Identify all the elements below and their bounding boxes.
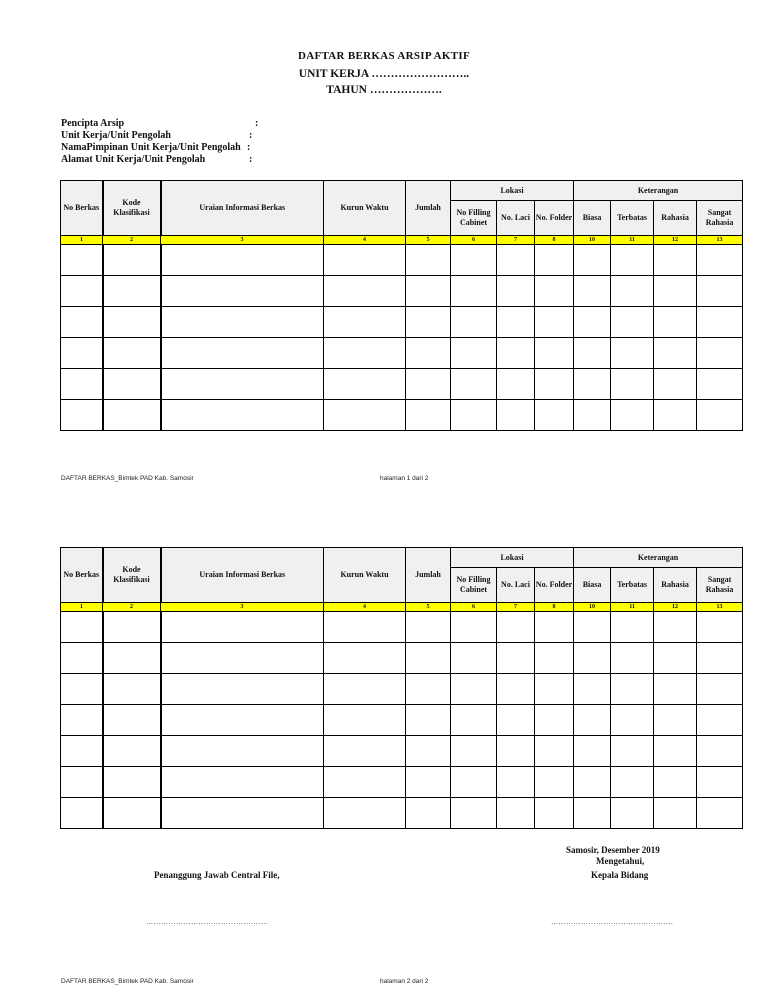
table-cell[interactable] (61, 705, 103, 736)
table-cell[interactable] (497, 338, 535, 369)
table-cell[interactable] (406, 400, 451, 431)
col-number: 13 (697, 236, 743, 245)
table-cell[interactable] (406, 643, 451, 674)
table-cell[interactable] (697, 400, 743, 431)
table-cell[interactable] (161, 767, 324, 798)
table-cell[interactable] (324, 736, 406, 767)
table-cell[interactable] (574, 276, 611, 307)
table-cell[interactable] (61, 736, 103, 767)
table-cell[interactable] (324, 276, 406, 307)
table-cell[interactable] (497, 674, 535, 705)
table-cell[interactable] (497, 369, 535, 400)
col-number: 2 (103, 603, 161, 612)
signature-kepala-bidang: Kepala Bidang (591, 870, 649, 880)
archive-table-page1 (60, 180, 743, 431)
table-cell[interactable] (611, 276, 654, 307)
table-cell[interactable] (451, 276, 497, 307)
table-cell[interactable] (161, 643, 324, 674)
table-cell[interactable] (535, 736, 574, 767)
table-cell[interactable] (103, 736, 161, 767)
table-cell[interactable] (406, 369, 451, 400)
col-number: 1 (61, 603, 103, 612)
header-jumlah: Jumlah (406, 548, 451, 603)
table-cell[interactable] (103, 276, 161, 307)
table-cell[interactable] (324, 400, 406, 431)
table-cell[interactable] (611, 767, 654, 798)
table-cell[interactable] (61, 338, 103, 369)
header-keterangan: Keterangan (574, 548, 743, 568)
table-cell[interactable] (103, 245, 161, 276)
table-cell[interactable] (161, 276, 324, 307)
table-cell[interactable] (574, 307, 611, 338)
table-row (61, 643, 743, 674)
header-kurun-waktu: Kurun Waktu (324, 548, 406, 603)
table-row (61, 767, 743, 798)
table-row (61, 245, 743, 276)
table-cell[interactable] (61, 307, 103, 338)
table-cell[interactable] (324, 674, 406, 705)
table-row (61, 705, 743, 736)
col-number: 13 (697, 603, 743, 612)
table-cell[interactable] (406, 674, 451, 705)
info-alamat-label: Alamat Unit Kerja/Unit Pengolah (61, 154, 206, 165)
table-cell[interactable] (697, 245, 743, 276)
table-cell[interactable] (324, 245, 406, 276)
table-cell[interactable] (611, 705, 654, 736)
table-cell[interactable] (497, 798, 535, 829)
table-cell[interactable] (535, 674, 574, 705)
table-cell[interactable] (535, 612, 574, 643)
table-cell[interactable] (451, 307, 497, 338)
table-cell[interactable] (103, 643, 161, 674)
table-cell[interactable] (161, 400, 324, 431)
table-cell[interactable] (654, 798, 697, 829)
table-cell[interactable] (451, 705, 497, 736)
table-cell[interactable] (574, 612, 611, 643)
table-cell[interactable] (406, 338, 451, 369)
table-cell[interactable] (161, 307, 324, 338)
table-cell[interactable] (611, 736, 654, 767)
header-biasa: Biasa (574, 568, 611, 603)
table-cell[interactable] (611, 338, 654, 369)
table-cell[interactable] (535, 705, 574, 736)
table-cell[interactable] (654, 705, 697, 736)
table-cell[interactable] (497, 736, 535, 767)
table-cell[interactable] (574, 767, 611, 798)
table-cell[interactable] (161, 245, 324, 276)
table-cell[interactable] (497, 705, 535, 736)
table-cell[interactable] (697, 369, 743, 400)
table-cell[interactable] (574, 674, 611, 705)
table-cell[interactable] (574, 798, 611, 829)
table-cell[interactable] (535, 307, 574, 338)
table-cell[interactable] (535, 400, 574, 431)
col-number: 11 (611, 236, 654, 245)
table-cell[interactable] (574, 643, 611, 674)
table-cell[interactable] (697, 767, 743, 798)
header-uraian: Uraian Informasi Berkas (161, 548, 324, 603)
table-cell[interactable] (654, 338, 697, 369)
header-no-berkas: No Berkas (61, 181, 103, 236)
info-pimpinan (61, 142, 250, 153)
header-no-laci: No. Laci (497, 568, 535, 603)
table-cell[interactable] (611, 307, 654, 338)
table-cell[interactable] (697, 643, 743, 674)
col-number: 4 (324, 603, 406, 612)
table-cell[interactable] (161, 369, 324, 400)
header-sangat-rahasia: Sangat Rahasia (697, 568, 743, 603)
document-title: DAFTAR BERKAS ARSIP AKTIF (297, 50, 471, 62)
header-lokasi: Lokasi (451, 181, 574, 201)
header-uraian: Uraian Informasi Berkas (161, 181, 324, 236)
signature-line-left: …………………………………………. (146, 918, 269, 926)
header-rahasia: Rahasia (654, 201, 697, 236)
header-kode-klasifikasi: Kode Klasifikasi (103, 548, 161, 603)
table-cell[interactable] (535, 798, 574, 829)
info-colon: : (247, 142, 251, 153)
table-cell[interactable] (406, 767, 451, 798)
table-row (61, 736, 743, 767)
table-cell[interactable] (61, 245, 103, 276)
table-cell[interactable] (103, 338, 161, 369)
table-cell[interactable] (451, 245, 497, 276)
header-rahasia: Rahasia (654, 568, 697, 603)
table-cell[interactable] (697, 276, 743, 307)
footer-doc-name: DAFTAR BERKAS_Bimtek PAD Kab. Samosir (61, 978, 194, 985)
table-cell[interactable] (103, 400, 161, 431)
table-row (61, 338, 743, 369)
table-cell[interactable] (654, 276, 697, 307)
col-number: 1 (61, 236, 103, 245)
header-biasa: Biasa (574, 201, 611, 236)
table-cell[interactable] (574, 245, 611, 276)
table-cell[interactable] (103, 369, 161, 400)
table-cell[interactable] (497, 643, 535, 674)
table-cell[interactable] (574, 705, 611, 736)
table-cell[interactable] (406, 736, 451, 767)
col-number: 3 (161, 236, 324, 245)
table-cell[interactable] (611, 369, 654, 400)
table-cell[interactable] (654, 736, 697, 767)
table-row (61, 612, 743, 643)
table-cell[interactable] (611, 674, 654, 705)
table-cell[interactable] (451, 798, 497, 829)
table-cell[interactable] (611, 643, 654, 674)
table-cell[interactable] (324, 643, 406, 674)
table-cell[interactable] (654, 612, 697, 643)
col-number: 8 (535, 603, 574, 612)
table-cell[interactable] (451, 400, 497, 431)
table-cell[interactable] (654, 400, 697, 431)
table-cell[interactable] (574, 338, 611, 369)
col-number: 2 (103, 236, 161, 245)
table-cell[interactable] (611, 245, 654, 276)
table-cell[interactable] (654, 245, 697, 276)
table-cell[interactable] (103, 767, 161, 798)
table-cell[interactable] (451, 369, 497, 400)
table-cell[interactable] (161, 674, 324, 705)
table-row (61, 369, 743, 400)
info-alamat (61, 154, 252, 165)
table-cell[interactable] (451, 674, 497, 705)
table-cell[interactable] (697, 798, 743, 829)
table-cell[interactable] (324, 307, 406, 338)
table-cell[interactable] (103, 307, 161, 338)
table-cell[interactable] (324, 798, 406, 829)
table-cell[interactable] (535, 369, 574, 400)
table-cell[interactable] (161, 705, 324, 736)
header-no-filling-cabinet: No Filling Cabinet (451, 568, 497, 603)
table-cell[interactable] (497, 245, 535, 276)
table-cell[interactable] (451, 643, 497, 674)
header-sangat-rahasia: Sangat Rahasia (697, 201, 743, 236)
col-number: 10 (574, 603, 611, 612)
table-cell[interactable] (406, 705, 451, 736)
table-row (61, 798, 743, 829)
table-cell[interactable] (574, 369, 611, 400)
table-cell[interactable] (324, 767, 406, 798)
table-cell[interactable] (103, 612, 161, 643)
table-cell[interactable] (535, 338, 574, 369)
info-colon: : (255, 118, 259, 129)
table-cell[interactable] (654, 767, 697, 798)
col-number: 7 (497, 603, 535, 612)
table-cell[interactable] (161, 338, 324, 369)
header-no-folder: No. Folder (535, 201, 574, 236)
col-number: 5 (406, 236, 451, 245)
col-number: 6 (451, 236, 497, 245)
table-cell[interactable] (654, 307, 697, 338)
table-cell[interactable] (406, 612, 451, 643)
table-cell[interactable] (103, 674, 161, 705)
signature-line-right: …………………………………………. (551, 918, 674, 926)
col-number: 3 (161, 603, 324, 612)
column-number-row (61, 603, 743, 612)
table-cell[interactable] (535, 643, 574, 674)
table-cell[interactable] (324, 612, 406, 643)
table-cell[interactable] (574, 736, 611, 767)
table-cell[interactable] (61, 612, 103, 643)
info-pencipta (61, 118, 258, 129)
header-no-filling-cabinet: No Filling Cabinet (451, 201, 497, 236)
header-no-berkas: No Berkas (61, 548, 103, 603)
table-cell[interactable] (535, 245, 574, 276)
table-cell[interactable] (697, 307, 743, 338)
table-cell[interactable] (161, 736, 324, 767)
header-keterangan: Keterangan (574, 181, 743, 201)
col-number: 11 (611, 603, 654, 612)
header-lokasi: Lokasi (451, 548, 574, 568)
unit-kerja-heading: UNIT KERJA …………………….. (298, 68, 470, 80)
table-cell[interactable] (61, 767, 103, 798)
table-cell[interactable] (61, 674, 103, 705)
table-cell[interactable] (535, 767, 574, 798)
table-cell[interactable] (451, 612, 497, 643)
table-cell[interactable] (697, 612, 743, 643)
table-cell[interactable] (61, 276, 103, 307)
col-number: 10 (574, 236, 611, 245)
table-cell[interactable] (574, 400, 611, 431)
footer-page-number: halaman 2 dari 2 (380, 978, 429, 985)
table-cell[interactable] (611, 612, 654, 643)
info-colon: : (249, 154, 253, 165)
table-cell[interactable] (61, 798, 103, 829)
info-unit (61, 130, 252, 141)
header-jumlah: Jumlah (406, 181, 451, 236)
tahun-heading: TAHUN ………………. (326, 84, 442, 96)
table-cell[interactable] (654, 369, 697, 400)
table-cell[interactable] (697, 338, 743, 369)
col-number: 5 (406, 603, 451, 612)
header-kode-klasifikasi: Kode Klasifikasi (103, 181, 161, 236)
table-cell[interactable] (451, 736, 497, 767)
info-pencipta-label: Pencipta Arsip (61, 118, 125, 129)
table-cell[interactable] (535, 276, 574, 307)
info-unit-label: Unit Kerja/Unit Pengolah (61, 130, 171, 141)
footer-page-number: halaman 1 dari 2 (380, 475, 429, 482)
signature-date: Samosir, Desember 2019 (566, 845, 660, 855)
table-cell[interactable] (451, 767, 497, 798)
table-cell[interactable] (324, 705, 406, 736)
table-cell[interactable] (497, 612, 535, 643)
table-cell[interactable] (497, 767, 535, 798)
table-cell[interactable] (406, 307, 451, 338)
table-cell[interactable] (406, 276, 451, 307)
table-cell[interactable] (611, 400, 654, 431)
table-cell[interactable] (161, 798, 324, 829)
header-no-laci: No. Laci (497, 201, 535, 236)
col-number: 7 (497, 236, 535, 245)
table-cell[interactable] (497, 400, 535, 431)
header-no-folder: No. Folder (535, 568, 574, 603)
col-number: 8 (535, 236, 574, 245)
table-cell[interactable] (697, 674, 743, 705)
table-cell[interactable] (697, 705, 743, 736)
table-cell[interactable] (61, 400, 103, 431)
table-cell[interactable] (497, 276, 535, 307)
table-cell[interactable] (451, 338, 497, 369)
signature-mengetahui: Mengetahui, (596, 856, 645, 866)
header-kurun-waktu: Kurun Waktu (324, 181, 406, 236)
table-row (61, 400, 743, 431)
col-number: 4 (324, 236, 406, 245)
table-cell[interactable] (654, 643, 697, 674)
column-number-row (61, 236, 743, 245)
table-cell[interactable] (611, 798, 654, 829)
table-cell[interactable] (103, 705, 161, 736)
info-pimpinan-label: NamaPimpinan Unit Kerja/Unit Pengolah (61, 142, 241, 153)
table-cell[interactable] (161, 612, 324, 643)
table-cell[interactable] (324, 338, 406, 369)
table-row (61, 276, 743, 307)
table-row (61, 307, 743, 338)
archive-table-page2 (60, 547, 743, 829)
footer-doc-name: DAFTAR BERKAS_Bimtek PAD Kab. Samosir (61, 475, 194, 482)
table-cell[interactable] (497, 307, 535, 338)
table-cell[interactable] (61, 643, 103, 674)
signature-penanggung-jawab: Penanggung Jawab Central File, (154, 870, 280, 880)
table-cell[interactable] (654, 674, 697, 705)
table-cell[interactable] (61, 369, 103, 400)
table-row (61, 674, 743, 705)
table-cell[interactable] (697, 736, 743, 767)
table-cell[interactable] (406, 245, 451, 276)
table-cell[interactable] (103, 798, 161, 829)
col-number: 6 (451, 603, 497, 612)
table-cell[interactable] (406, 798, 451, 829)
col-number: 12 (654, 603, 697, 612)
table-cell[interactable] (324, 369, 406, 400)
header-terbatas: Terbatas (611, 201, 654, 236)
header-terbatas: Terbatas (611, 568, 654, 603)
info-colon: : (249, 130, 253, 141)
col-number: 12 (654, 236, 697, 245)
